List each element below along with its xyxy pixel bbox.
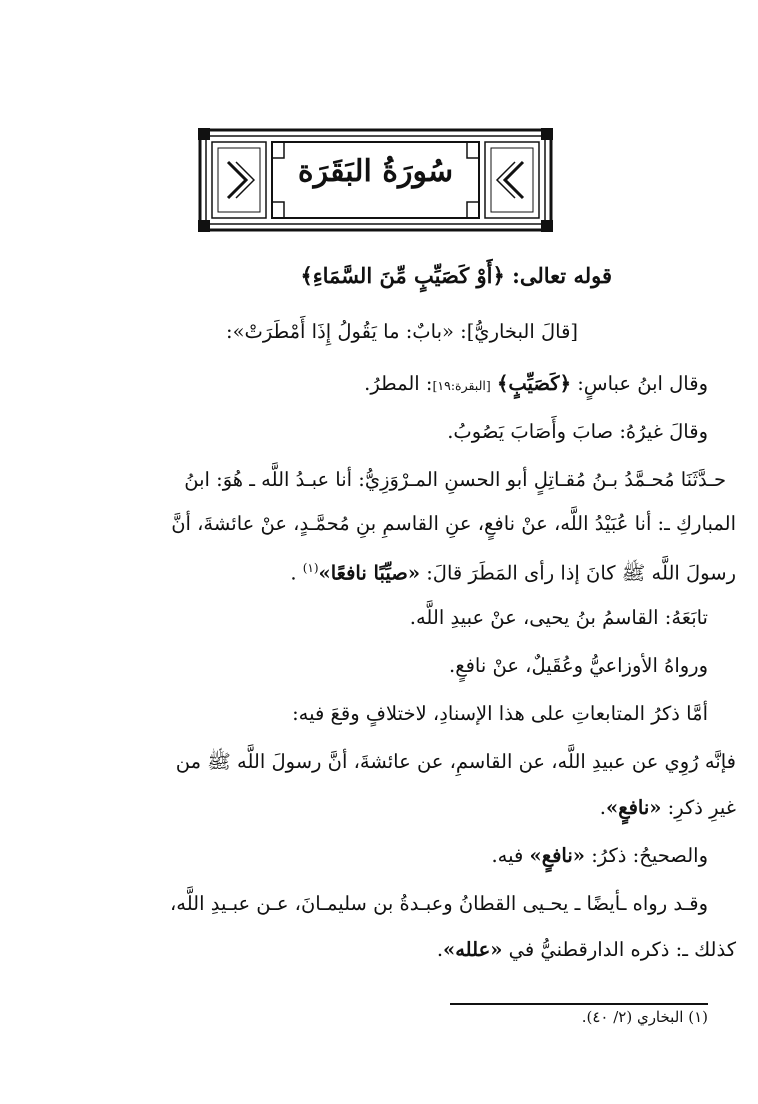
text-line-14-start: كذلك ـ: ذكره الدارقطنيُّ في (508, 938, 736, 961)
verse-quote: ﴿أَوْ كَصَيِّبٍ مِّنَ السَّمَاءِ﴾ (300, 263, 505, 288)
text-line-6 (290, 554, 736, 588)
text-line-2-start: وقال ابنُ عباسٍ: (577, 372, 708, 395)
text-line-11-end: . (599, 796, 606, 819)
verse-quote-2: ﴿كَصَيِّبٍ﴾ (496, 372, 572, 395)
text-line-13: وقـد رواه ـأيضًا ـ يحـيى القطانُ وعبـدةُ بن سليمـانَ، عـن عبـيدِ اللَّه، (169, 892, 708, 915)
book-title-quote: «علله» (443, 938, 503, 961)
text-line-12-end: فيه. (491, 844, 524, 867)
text-line-7: تابَعَهُ: القاسمُ بنُ يحيى، عنْ عبيدِ اللَّه. (409, 606, 708, 629)
verse-heading-label: قوله تعالى: (512, 263, 612, 288)
text-line-12-start: والصحيحُ: ذكرُ: (591, 844, 708, 867)
footnote-divider (450, 1003, 708, 1005)
text-line-12 (491, 842, 708, 870)
text-line-3: وقالَ غيرُهُ: صابَ وأَصَابَ يَصُوبُ. (447, 420, 708, 443)
surah-title: سُورَةُ البَقَرَة (297, 154, 454, 189)
surah-title-frame (198, 128, 553, 232)
text-line-11 (600, 794, 736, 822)
hadith-quote: «صيِّبًا نافعًا» (318, 561, 421, 585)
text-line-11-start: غيرِ ذكرِ: (667, 796, 736, 819)
text-line-6-start: رسولَ اللَّه ﷺ كانَ إذا رأى المَطَرَ قالَ: (426, 561, 736, 585)
text-line-14 (437, 936, 736, 964)
footnote-marker: (١) (302, 561, 319, 575)
text-line-14-end: . (436, 938, 444, 961)
text-line-6-end: . (290, 561, 297, 585)
quoted-name-2: «نافعٍ» (529, 844, 585, 867)
quoted-name: «نافعٍ» (606, 796, 662, 819)
verse-heading (300, 262, 612, 290)
verse-reference: [البقرة:١٩] (432, 378, 491, 393)
text-line-8: ورواهُ الأوزاعيُّ وعُقَيلٌ، عنْ نافعٍ. (449, 654, 708, 677)
text-line-4: حـدَّثَنَا مُحـمَّدُ بـنُ مُقـاتِلٍ أبو الحسنِ المـرْوَزِيُّ: أنا عبـدُ اللَّه ـ هُوَ: ابنُ (184, 468, 726, 491)
footnote: (١) البخاري (٢/ ٤٠). (581, 1008, 708, 1026)
text-line-5: المباركِ ـ: أنا عُبَيْدُ اللَّه، عنْ نافعٍ، عنِ القاسمِ بنِ مُحمَّـدٍ، عنْ عائشةَ، أنَّ (171, 512, 736, 535)
text-line-2-end: : المطرُ. (364, 372, 433, 395)
text-line-9: أمَّا ذكرُ المتابعاتِ على هذا الإسنادِ، لاختلافٍ وقعَ فيه: (292, 702, 708, 725)
text-line-1: [قالَ البخاريُّ]: «بابٌ: ما يَقُولُ إِذَا أَمْطَرَتْ»: (226, 320, 578, 343)
text-line-2 (364, 370, 708, 400)
text-line-10: فإنَّه رُوِي عن عبيدِ اللَّه، عن القاسمِ، عن عائشةَ، أنَّ رسولَ اللَّه ﷺ من (175, 750, 736, 773)
